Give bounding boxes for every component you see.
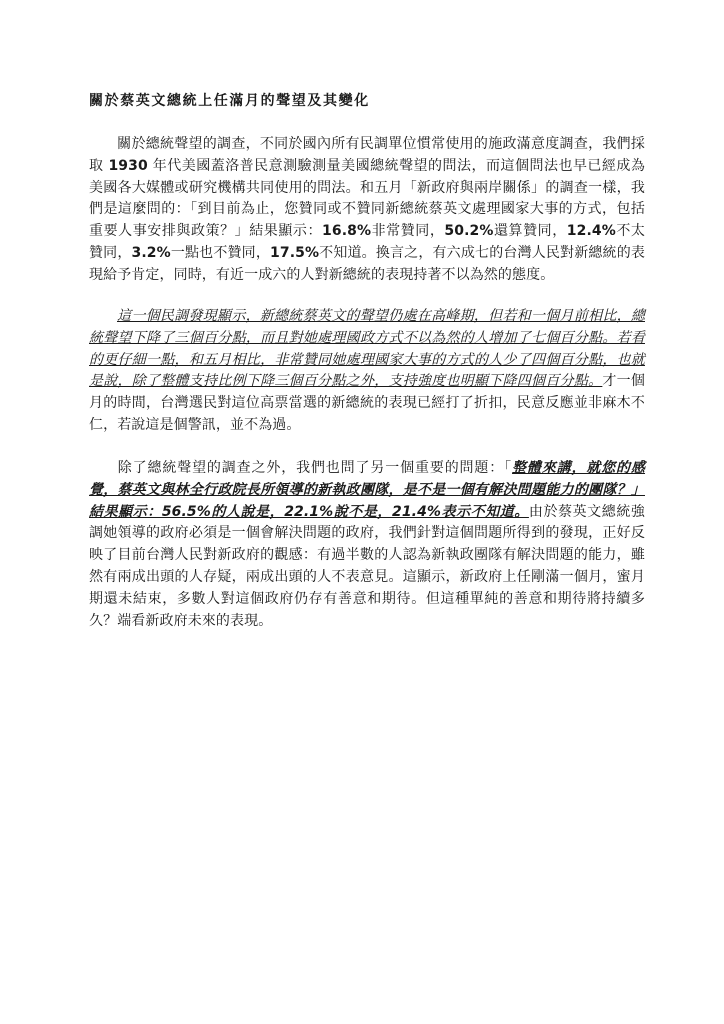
p3-text-1: 除了總統聲望的調查之外，我們也問了另一個重要的問題：「: [117, 460, 513, 476]
p1-pct-strongly-approve: 16.8%: [322, 223, 372, 240]
p1-year: 1930: [108, 157, 148, 174]
p1-pct-strongly-disapprove: 3.2%: [131, 244, 171, 261]
paragraph-approval-change: [89, 306, 645, 437]
p1-text-1: 關於總統聲望的調查，不同於國內所有民調單位慣常使用的施政滿意度調查，我們採取: [89, 136, 645, 174]
paragraph-presidential-approval: [89, 134, 645, 287]
paragraph-problem-solving: [89, 458, 645, 632]
p2-text: 才一個月的時間，台灣選民對這位高票當選的新總統的表現已經打了折扣，民意反應並非麻木不仁，若說這是個警訊，並不為過。: [89, 373, 645, 433]
p1-text-6: 一點也不贊同，: [170, 244, 271, 261]
p3-text-2: 由於蔡英文總統強調她領導的政府必須是一個會解決問題的政府，我們針對這個問題所得到的發現，正好反映了目前台灣人民對新政府的觀感：有過半數的人認為新執政團隊有解決問題的能力，雖然有兩成出頭的人存疑，兩成出頭的人不表意見。這顯示，新政府上任剛滿一個月，蜜月期還未結束，多數人對這個政府仍存有善意和期待。但這種單純的善意和期待將持續多久？端看新政府未來的表現。: [89, 503, 645, 629]
p3-highlighted-question: 整體來講，就您的感覺，蔡英文與林全行政院長所領導的新執政團隊，是不是一個有解決問題能力的團隊？」結果顯示：56.5%的人說是，22.1%說不是，21.4%表示不知道。: [89, 460, 646, 520]
p1-text-3: 非常贊同，: [371, 223, 445, 240]
p1-text-7: 不知道。換言之，有六成七的台灣人民對新總統的表現給予肯定，同時，有近一成六的人對新總統的表現持著不以為然的態度。: [89, 244, 645, 283]
p1-pct-somewhat-approve: 50.2%: [444, 223, 494, 240]
p1-pct-dont-know: 17.5%: [270, 244, 320, 261]
p1-text-2: 年代美國蓋洛普民意測驗測量美國總統聲望的問法，而這個問法也早已經成為美國各大媒體或研究機構共同使用的問法。和五月「新政府與兩岸關係」的調查一樣，我們是這麼問的：「到目前為止，您贊同或不贊同新總統蔡英文處理國家大事的方式，包括重要人事安排與政策？」結果顯示：: [89, 157, 645, 240]
document-title: 關於蔡英文總統上任滿月的聲望及其變化: [89, 93, 370, 109]
p1-text-5: 不太贊同，: [89, 223, 646, 261]
p1-pct-somewhat-disapprove: 12.4%: [566, 223, 616, 240]
p1-text-4: 還算贊同，: [493, 223, 567, 240]
p2-highlighted-finding: 這一個民調發現顯示，新總統蔡英文的聲望仍處在高峰期，但若和一個月前相比，總統聲望下降了三個百分點，而且對她處理國政方式不以為然的人增加了七個百分點。若看的更仔細一點，和五月相比，非常贊同她處理國家大事的方式的人少了四個百分點，也就是說，除了整體支持比例下降三個百分點之外，支持強度也明顯下降四個百分點。: [89, 308, 645, 390]
